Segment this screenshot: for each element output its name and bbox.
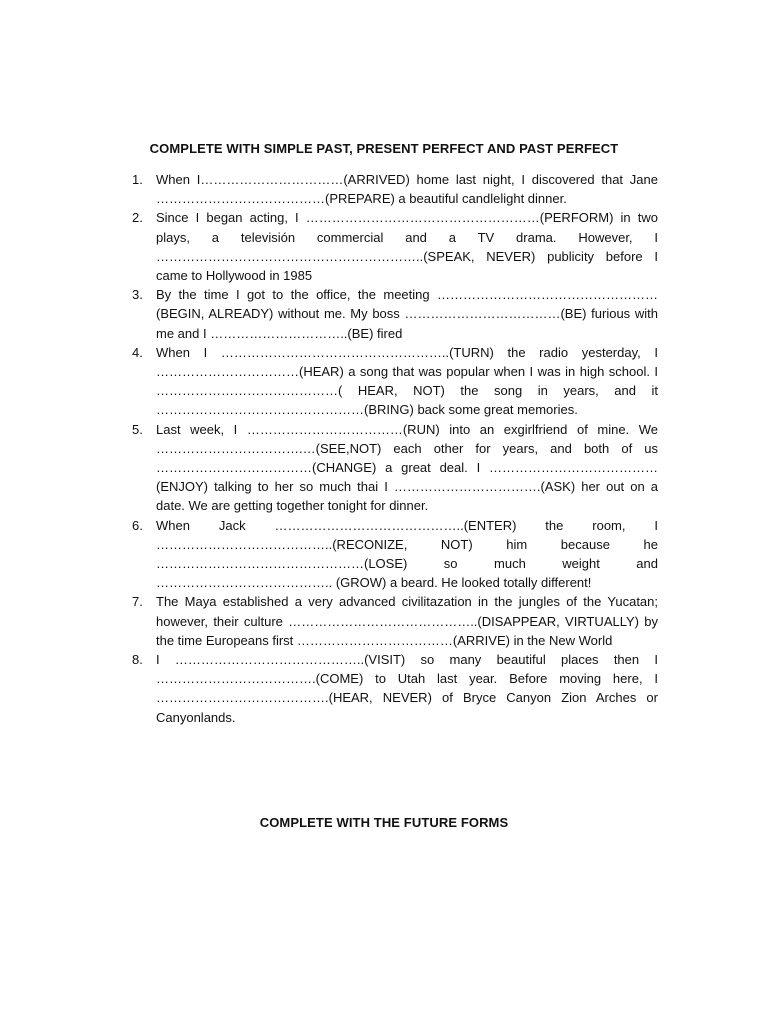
exercise-item-3	[120, 285, 658, 343]
exercise-number: 7.	[132, 594, 143, 610]
section-title-past-tenses: COMPLETE WITH SIMPLE PAST, PRESENT PERFECT AND PAST PERFECT	[149, 141, 619, 156]
exercise-item-8	[120, 650, 658, 727]
exercise-text: By the time I got to the office, the meeting ……………………………………………(BEGIN, ALREADY) without me. My boss ………………………………(BE) furious with me and I …………………………..(BE) fired	[156, 287, 658, 341]
exercise-item-7	[120, 592, 658, 650]
exercise-text: Last week, I ………………………………(RUN) into an exgirlfriend of mine. We …………………………….…(SEE,NOT) each other for years, and both of us ………………………………(CHANGE) a great deal. I …………………………………(ENJOY) talking to her so much thai I …………………………….(ASK) her out on a date. We are getting together tonight for dinner.	[156, 421, 658, 514]
exercise-item-5	[120, 420, 658, 516]
exercise-number: 1.	[132, 172, 143, 187]
exercise-item-1	[120, 170, 658, 208]
exercise-text: The Maya established a very advanced civilitazation in the jungles of the Yucatan; however, their culture ……………………………………..(DISAPPEAR, VIRTUALLY) by the time Europeans first ………………………………(ARRIVE) in the New World	[156, 594, 658, 648]
exercise-item-2	[120, 208, 658, 285]
exercise-number: 5.	[132, 421, 143, 437]
exercise-number: 3.	[132, 287, 143, 303]
exercise-item-4	[120, 343, 658, 420]
exercise-list	[120, 170, 658, 727]
exercise-number: 6.	[132, 517, 143, 533]
exercise-text: When Jack ……………………………………..(ENTER) the room, I …………………………………..(RECONIZE, NOT) him because he …………………………………………(LOSE) so much weight and ………………………………….. (GROW) a beard. He looked totally different!	[156, 517, 658, 591]
exercise-text: When I ……………………………………………..(TURN) the radio yesterday, I ……………………………(HEAR) a song that was popular when I was in high school. I ……………………………………( HEAR, NOT) the song in years, and it …………………………………………(BRING) back some great memories.	[156, 344, 658, 418]
exercise-number: 2.	[132, 210, 143, 226]
exercise-text: Since I began acting, I ………………………………………………(PERFORM) in two plays, a televisión commercial and a TV drama. However, I ……………………………………………………..(SPEAK, NEVER) publicity before I came to Hollywood in 1985	[156, 210, 658, 284]
exercise-text: When I……………………………(ARRIVED) home last night, I discovered that Jane …………………………………(PREPARE) a beautiful candlelight dinner.	[156, 172, 658, 207]
section-title-future-forms: COMPLETE WITH THE FUTURE FORMS	[259, 815, 509, 830]
exercise-number: 8.	[132, 652, 143, 668]
exercise-text: I ……………………………………..(VISIT) so many beautiful places then I ……………………………….(COME) to Utah last year. Before moving here, I ………………………………….(HEAR, NEVER) of Bryce Canyon Zion Arches or Canyonlands.	[156, 652, 658, 725]
exercise-item-6	[120, 516, 658, 593]
exercise-number: 4.	[132, 344, 143, 360]
